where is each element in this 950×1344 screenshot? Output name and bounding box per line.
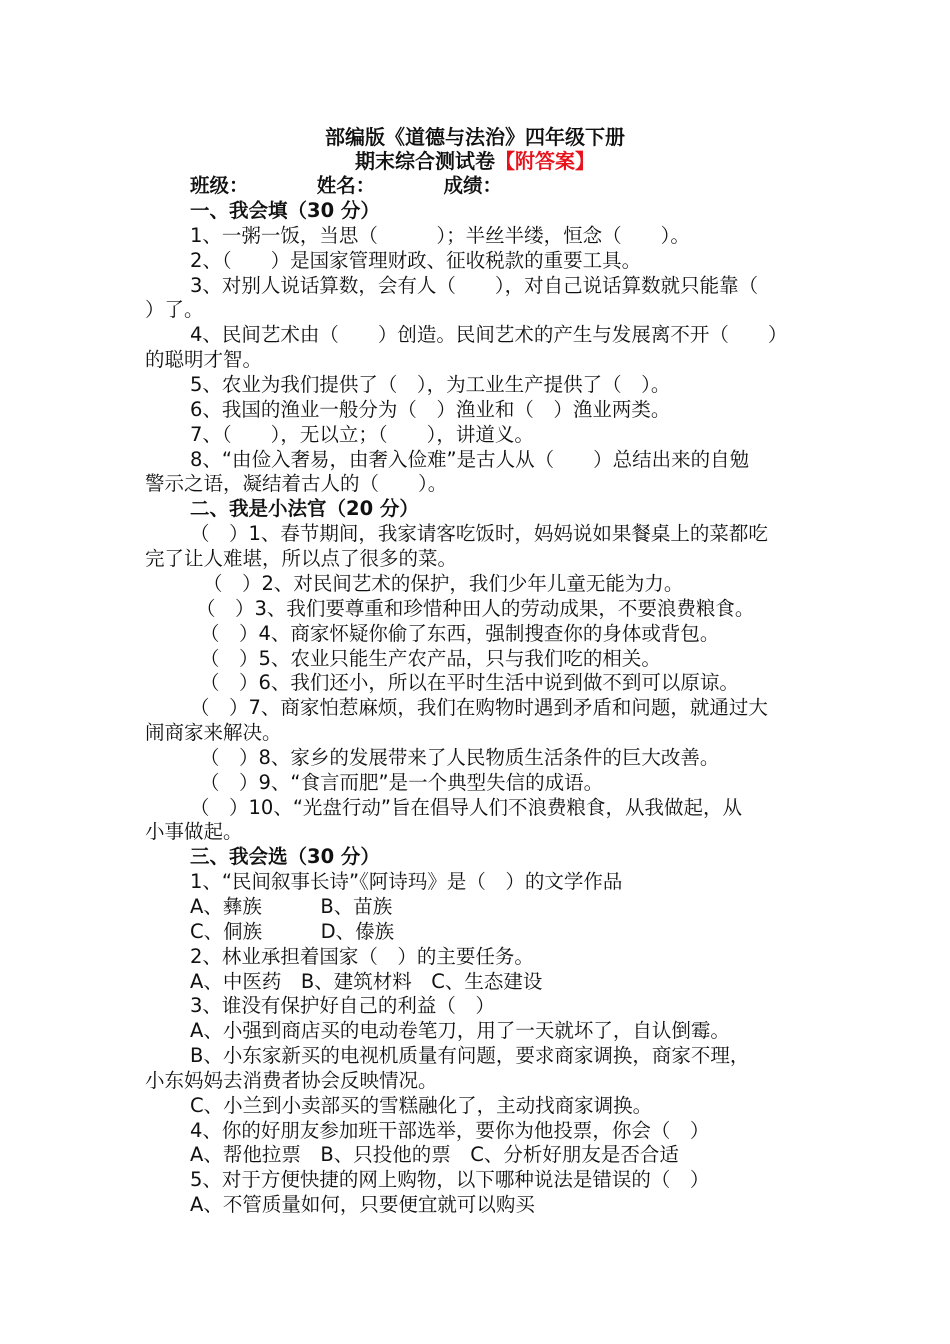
option-line: C、小兰到小卖部买的雪糕融化了，主动找商家调换。 xyxy=(190,1094,653,1117)
title-line-1: 部编版《道德与法治》四年级下册 xyxy=(325,125,625,149)
question-line: （ ）7、商家怕惹麻烦，我们在购物时遇到矛盾和问题，就通过大 xyxy=(190,696,768,719)
question-line: （ ）8、家乡的发展带来了人民物质生活条件的巨大改善。 xyxy=(200,746,720,769)
option-line: 小东妈妈去消费者协会反映情况。 xyxy=(145,1069,438,1092)
question-line: 1、“民间叙事长诗”《阿诗玛》是（ ）的文学作品 xyxy=(190,870,623,893)
question-line: 5、农业为我们提供了（ ），为工业生产提供了（ ）。 xyxy=(190,373,671,396)
question-line: 2、（ ）是国家管理财政、征收税款的重要工具。 xyxy=(190,249,642,272)
question-line: （ ）3、我们要尊重和珍惜种田人的劳动成果，不要浪费粮食。 xyxy=(196,597,755,620)
question-line: （ ）5、农业只能生产农产品，只与我们吃的相关。 xyxy=(200,647,661,670)
section-1-heading: 一、我会填（30 分） xyxy=(190,199,380,222)
question-line: 4、你的好朋友参加班干部选举，要你为他投票，你会（ ） xyxy=(190,1119,710,1142)
option-line: A、小强到商店买的电动卷笔刀，用了一天就坏了，自认倒霉。 xyxy=(190,1019,730,1042)
title-line-2 xyxy=(0,149,950,174)
question-line: （ ）2、对民间艺术的保护，我们少年儿童无能为力。 xyxy=(203,572,684,595)
question-line: 4、民间艺术由（ ）创造。民间艺术的产生与发展离不开（ ） xyxy=(190,323,788,346)
option-line: A、中医药 B、建筑材料 C、生态建设 xyxy=(190,970,543,993)
question-line: 2、林业承担着国家（ ）的主要任务。 xyxy=(190,945,534,968)
question-line: 闹商家来解决。 xyxy=(145,721,282,744)
option-line: C、侗族 D、傣族 xyxy=(190,920,395,943)
question-line: 的聪明才智。 xyxy=(145,348,263,371)
question-line: （ ）9、“食言而肥”是一个典型失信的成语。 xyxy=(200,771,604,794)
question-line: （ ）10、“光盘行动”旨在倡导人们不浪费粮食，从我做起，从 xyxy=(190,796,743,819)
title-main: 期末综合测试卷 xyxy=(355,149,495,173)
question-line: ）了。 xyxy=(145,298,204,321)
question-line: 警示之语，凝结着古人的（ ）。 xyxy=(145,472,448,495)
question-line: 5、对于方便快捷的网上购物，以下哪种说法是错误的（ ） xyxy=(190,1168,710,1191)
section-3-heading: 三、我会选（30 分） xyxy=(190,845,380,868)
question-line: （ ）4、商家怀疑你偷了东西，强制搜查你的身体或背包。 xyxy=(200,622,720,645)
option-line: A、不管质量如何，只要便宜就可以购买 xyxy=(190,1193,535,1216)
question-line: 3、谁没有保护好自己的利益（ ） xyxy=(190,994,495,1017)
question-line: 小事做起。 xyxy=(145,820,243,843)
question-line: 7、（ ），无以立；（ ），讲道义。 xyxy=(190,423,534,446)
section-2-heading: 二、我是小法官（20 分） xyxy=(190,497,419,520)
question-line: 3、对别人说话算数，会有人（ ），对自己说话算数就只能靠（ xyxy=(190,274,759,297)
option-line: A、帮他拉票 B、只投他的票 C、分析好朋友是否合适 xyxy=(190,1143,679,1166)
option-line: A、彝族 B、苗族 xyxy=(190,895,393,918)
question-line: （ ）1、春节期间，我家请客吃饭时，妈妈说如果餐桌上的菜都吃 xyxy=(190,522,768,545)
question-line: 6、我国的渔业一般分为（ ）渔业和（ ）渔业两类。 xyxy=(190,398,671,421)
question-line: 完了让人难堪，所以点了很多的菜。 xyxy=(145,547,458,570)
question-line: 8、“由俭入奢易，由奢入俭难”是古人从（ ）总结出来的自勉 xyxy=(190,448,750,471)
question-line: 1、一粥一饭，当思（ ）；半丝半缕，恒念（ ）。 xyxy=(190,224,690,247)
answer-key-tag: 【附答案】 xyxy=(495,149,595,173)
question-line: （ ）6、我们还小，所以在平时生活中说到做不到可以原谅。 xyxy=(200,671,739,694)
option-line: B、小东家新买的电视机质量有问题，要求商家调换，商家不理， xyxy=(190,1044,750,1067)
student-info-line: 班级： 姓名： 成绩： xyxy=(190,174,503,197)
